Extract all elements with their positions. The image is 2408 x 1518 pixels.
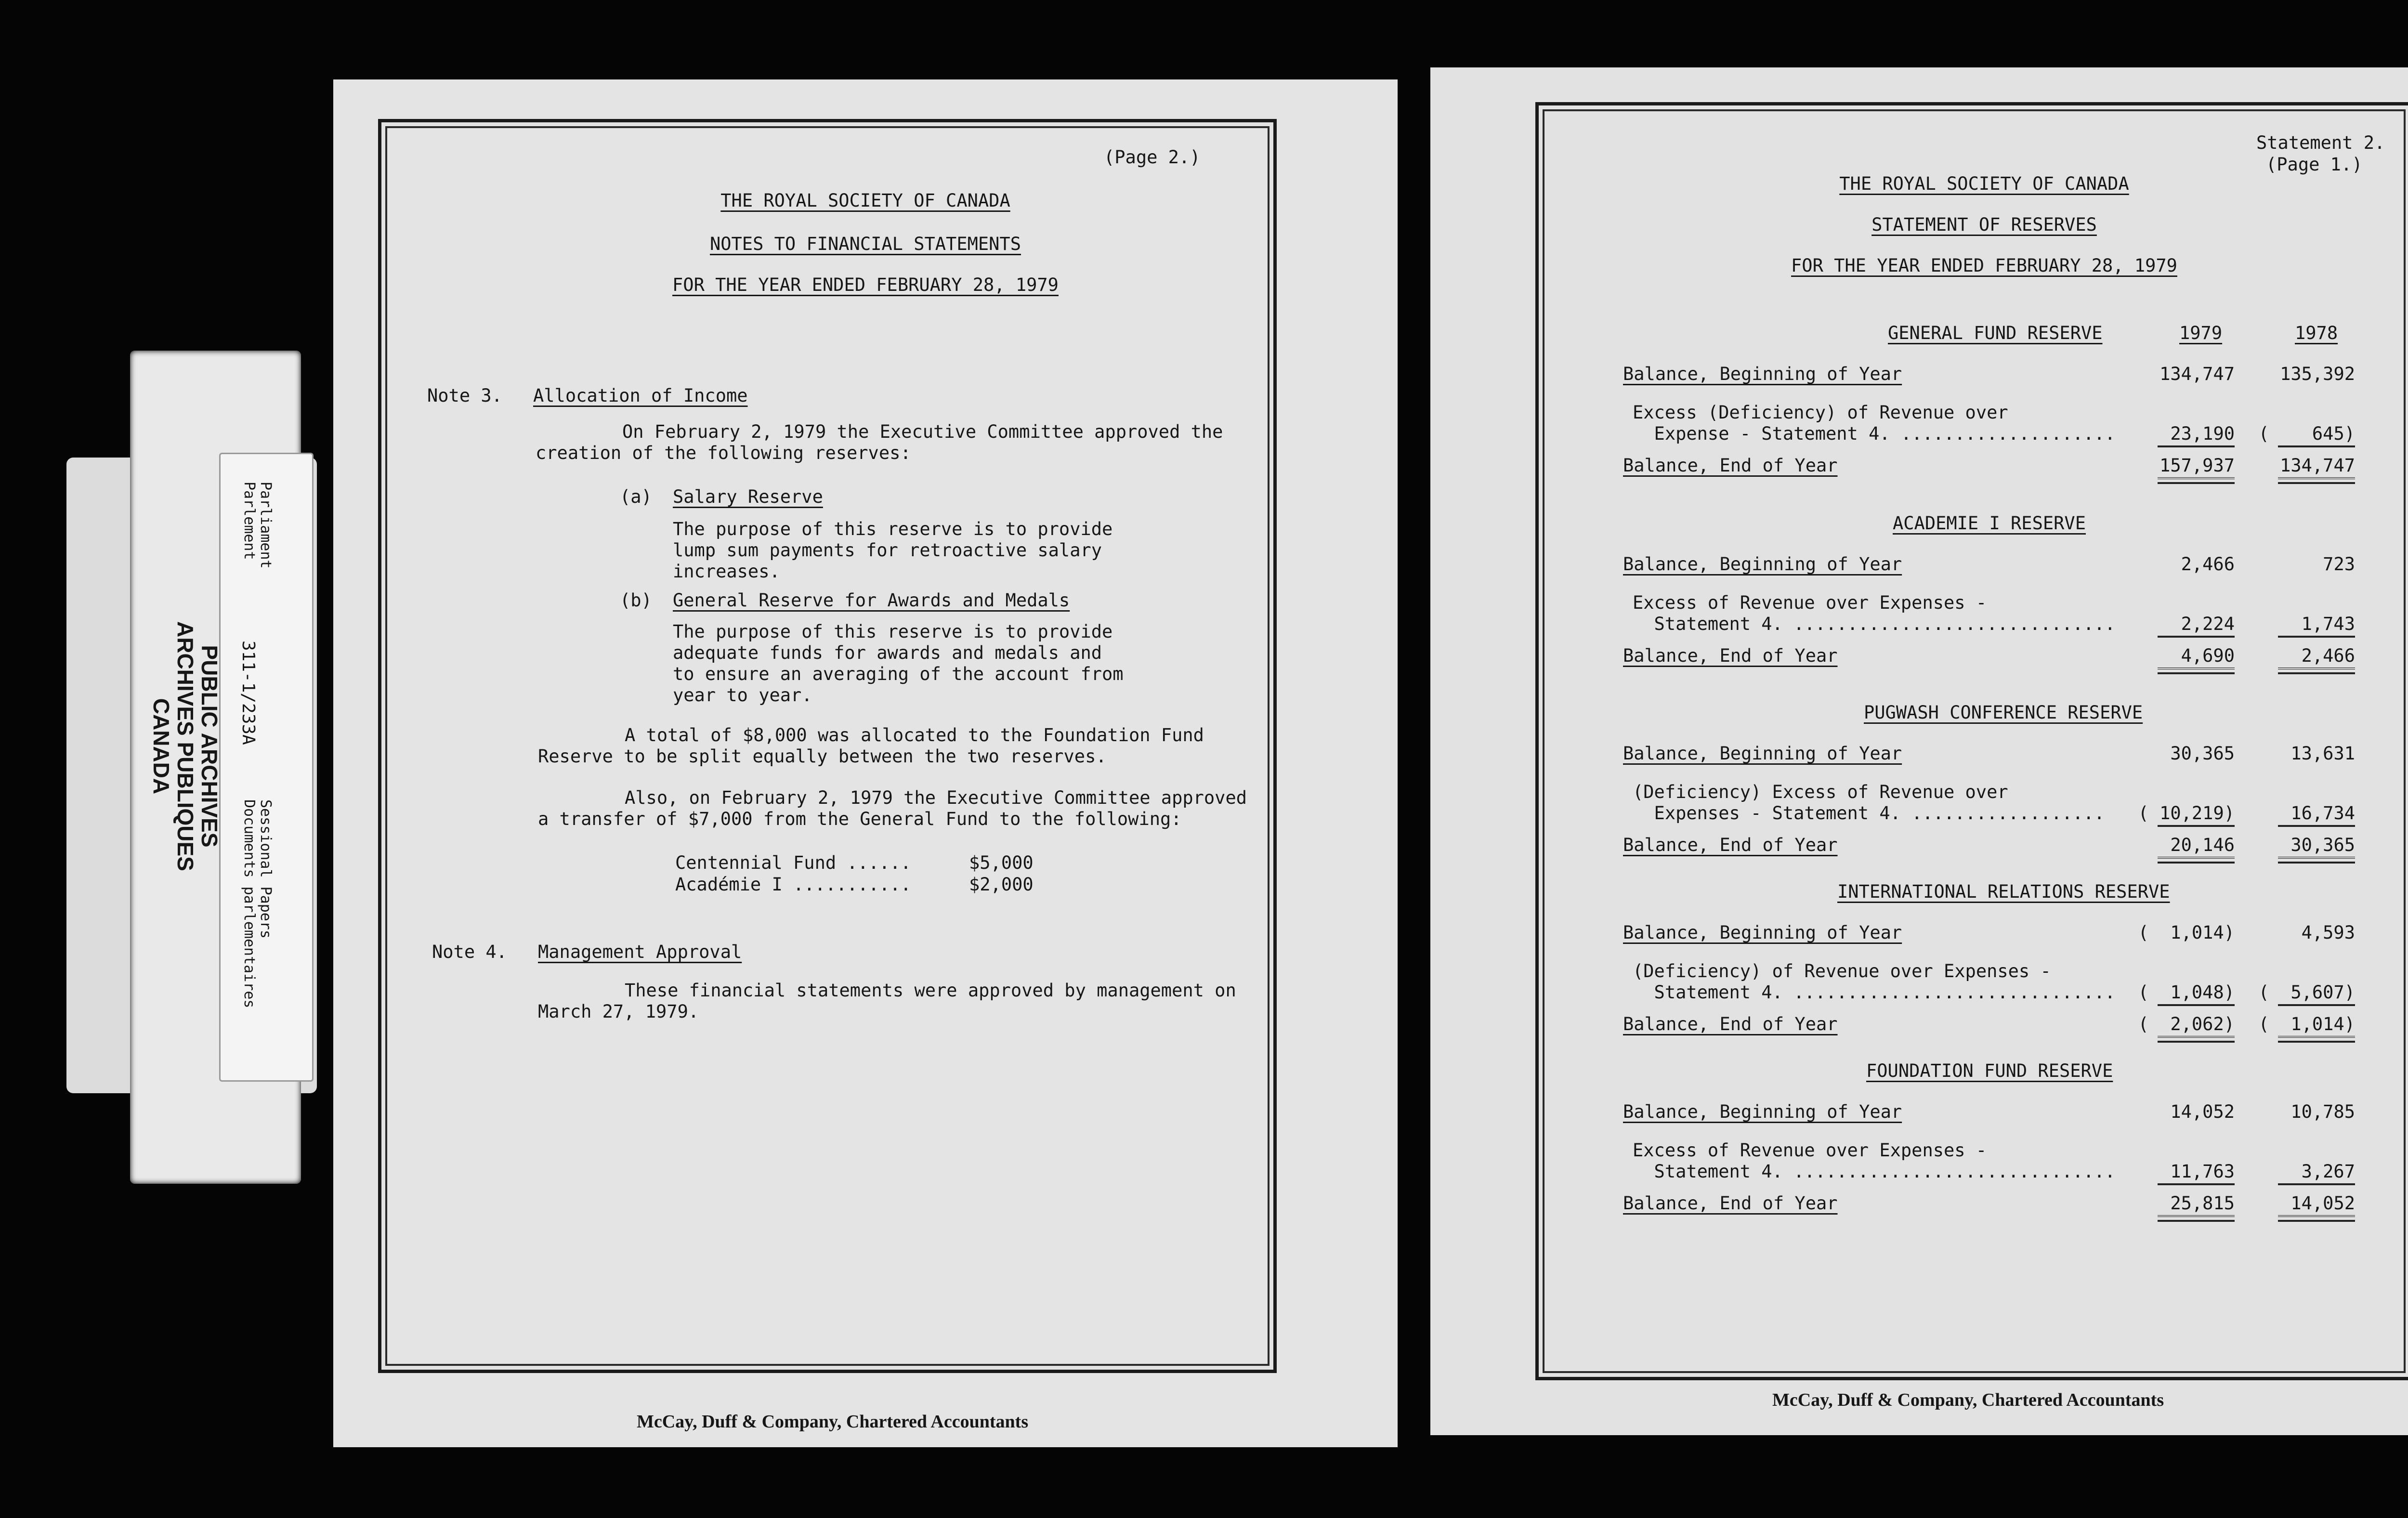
- subtotal-rule: [2278, 636, 2355, 638]
- value-1979: ( 1,048): [2138, 982, 2235, 1003]
- total-double-rule: [2278, 667, 2355, 674]
- value-1978: 1,743: [2301, 614, 2355, 634]
- value-1979: 2,224: [2181, 614, 2235, 634]
- total-double-rule: [2278, 1036, 2355, 1043]
- column-header-1978: 1978: [2295, 323, 2338, 343]
- fund-centennial-amount: $5,000: [969, 852, 1034, 873]
- org-title: THE ROYAL SOCIETY OF CANADA: [720, 190, 1010, 211]
- value-1979: 157,937: [2159, 455, 2235, 476]
- value-1979: 20,146: [2170, 835, 2235, 855]
- tag-reference-number: 311-1/233A: [238, 641, 258, 745]
- total-double-rule: [2158, 667, 2235, 674]
- value-1978: ( 1,014): [2258, 1014, 2355, 1034]
- total-double-rule: [2278, 1215, 2355, 1222]
- note3-title: Allocation of Income: [533, 385, 748, 406]
- item-a-text: The purpose of this reserve is to provide lump sum payments for retroactive salary increases.: [673, 519, 1113, 582]
- total-double-rule: [2158, 1215, 2235, 1222]
- row-label: (Deficiency) Excess of Revenue over Expenses - Statement 4. ..................: [1633, 782, 2105, 824]
- page-number: (Page 2.): [1104, 147, 1201, 168]
- value-1979: 11,763: [2170, 1161, 2235, 1182]
- row-label: (Deficiency) of Revenue over Expenses - Statement 4. ..............................: [1633, 961, 2116, 1003]
- subtotal-rule: [2278, 445, 2355, 447]
- value-1979: 134,747: [2159, 364, 2235, 384]
- section-heading: GENERAL FUND RESERVE: [1888, 323, 2103, 343]
- fund-academie-amount: $2,000: [969, 874, 1034, 895]
- value-1979: ( 10,219): [2138, 803, 2235, 824]
- note4-label: Note 4.: [432, 942, 507, 962]
- value-1978: 16,734: [2290, 803, 2355, 824]
- value-1978: 10,785: [2290, 1101, 2355, 1122]
- row-label: Balance, Beginning of Year: [1623, 554, 1902, 575]
- item-a-title: Salary Reserve: [673, 486, 823, 507]
- total-double-rule: [2158, 857, 2235, 864]
- note4-paragraph: These financial statements were approved by management on March 27, 1979.: [538, 980, 1236, 1022]
- value-1978: 723: [2323, 554, 2355, 575]
- item-b-title: General Reserve for Awards and Medals: [673, 590, 1070, 611]
- total-double-rule: [2158, 1036, 2235, 1043]
- row-label: Balance, Beginning of Year: [1623, 922, 1902, 943]
- value-1978: 2,466: [2301, 645, 2355, 666]
- notes-page: [333, 79, 1398, 1447]
- subtotal-rule: [2158, 445, 2235, 447]
- value-1979: 4,690: [2181, 645, 2235, 666]
- section-heading: FOUNDATION FUND RESERVE: [1866, 1060, 2113, 1081]
- value-1978: 13,631: [2290, 743, 2355, 764]
- value-1979: ( 2,062): [2138, 1014, 2235, 1034]
- row-label: Balance, Beginning of Year: [1623, 364, 1902, 384]
- value-1979: 2,466: [2181, 554, 2235, 575]
- row-label: Excess of Revenue over Expenses - Statement 4. ..............................: [1633, 592, 2116, 634]
- value-1979: 30,365: [2170, 743, 2235, 764]
- subtotal-rule: [2158, 636, 2235, 638]
- item-b-label: (b): [620, 590, 652, 611]
- row-label: Excess (Deficiency) of Revenue over Expense - Statement 4. ....................: [1633, 402, 2116, 444]
- row-label: Balance, Beginning of Year: [1623, 743, 1902, 764]
- doc-title: NOTES TO FINANCIAL STATEMENTS: [709, 234, 1021, 254]
- total-double-rule: [2158, 477, 2235, 484]
- org-title: THE ROYAL SOCIETY OF CANADA: [1839, 173, 2129, 194]
- value-1978: 135,392: [2280, 364, 2355, 384]
- section-heading: PUGWASH CONFERENCE RESERVE: [1864, 702, 2143, 723]
- subtotal-rule: [2278, 1183, 2355, 1185]
- note4-title: Management Approval: [538, 942, 742, 962]
- row-label: Balance, Beginning of Year: [1623, 1101, 1902, 1122]
- value-1978: 3,267: [2301, 1161, 2355, 1182]
- row-label: Balance, End of Year: [1623, 1193, 1838, 1214]
- value-1978: ( 645): [2258, 423, 2355, 444]
- tag-sessional: Sessional Papers Documents parlementaires: [241, 799, 274, 1008]
- statement-number: Statement 2.: [2256, 132, 2385, 153]
- value-1979: 23,190: [2170, 423, 2235, 444]
- transfer-paragraph: Also, on February 2, 1979 the Executive Committee approved a transfer of $7,000 from the General Fund to the following:: [538, 787, 1247, 829]
- reserves-page: [1430, 67, 2408, 1435]
- row-label: Balance, End of Year: [1623, 645, 1838, 666]
- page-number: (Page 1.): [2266, 154, 2363, 175]
- total-double-rule: [2278, 857, 2355, 864]
- doc-title: STATEMENT OF RESERVES: [1871, 214, 2097, 235]
- subtotal-rule: [2158, 1183, 2235, 1185]
- column-header-1979: 1979: [2179, 323, 2223, 343]
- value-1979: 25,815: [2170, 1193, 2235, 1214]
- archive-stamp: PUBLIC ARCHIVES ARCHIVES PUBLIQUES CANADA: [149, 621, 222, 871]
- subtotal-rule: [2158, 1004, 2235, 1006]
- page-border: [1535, 102, 2408, 1380]
- value-1978: 30,365: [2290, 835, 2355, 855]
- total-double-rule: [2278, 477, 2355, 484]
- section-heading: INTERNATIONAL RELATIONS RESERVE: [1837, 881, 2170, 902]
- note3-paragraph: On February 2, 1979 the Executive Committee approved the creation of the following reserves:: [536, 421, 1223, 463]
- row-label: Balance, End of Year: [1623, 835, 1838, 855]
- value-1978: 14,052: [2290, 1193, 2355, 1214]
- tag-parliament: Parliament Parlement: [241, 482, 274, 569]
- period-title: FOR THE YEAR ENDED FEBRUARY 28, 1979: [1791, 255, 2177, 276]
- period-title: FOR THE YEAR ENDED FEBRUARY 28, 1979: [672, 275, 1059, 295]
- allocation-paragraph: A total of $8,000 was allocated to the Foundation Fund Reserve to be split equally between the two reserves.: [538, 725, 1204, 767]
- subtotal-rule: [2158, 825, 2235, 827]
- row-label: Excess of Revenue over Expenses - Statement 4. ..............................: [1633, 1140, 2116, 1182]
- section-heading: ACADEMIE I RESERVE: [1893, 513, 2086, 534]
- item-a-label: (a): [620, 486, 652, 507]
- value-1978: ( 5,607): [2258, 982, 2355, 1003]
- subtotal-rule: [2278, 825, 2355, 827]
- fund-academie: Académie I ...........: [675, 874, 912, 895]
- value-1979: ( 1,014): [2138, 922, 2235, 943]
- value-1979: 14,052: [2170, 1101, 2235, 1122]
- accountant-footer: McCay, Duff & Company, Chartered Accountants: [1772, 1390, 2164, 1410]
- row-label: Balance, End of Year: [1623, 455, 1838, 476]
- accountant-footer: McCay, Duff & Company, Chartered Accountants: [637, 1412, 1029, 1432]
- note3-label: Note 3.: [427, 385, 502, 406]
- row-label: Balance, End of Year: [1623, 1014, 1838, 1034]
- value-1978: 134,747: [2280, 455, 2355, 476]
- value-1978: 4,593: [2301, 922, 2355, 943]
- item-b-text: The purpose of this reserve is to provide adequate funds for awards and medals and to ensure an averaging of the account from year to year.: [673, 621, 1124, 706]
- subtotal-rule: [2278, 1004, 2355, 1006]
- fund-centennial: Centennial Fund ......: [675, 852, 912, 873]
